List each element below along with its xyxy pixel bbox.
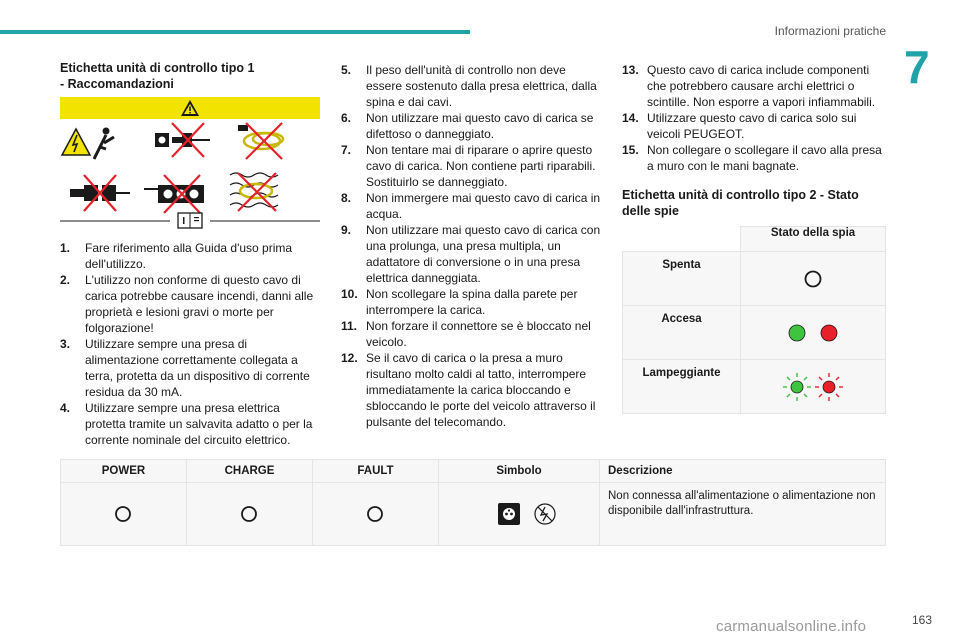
column-header: CHARGE [187, 460, 313, 483]
row-description: Non connessa all'alimentazione o alimentazione non disponibile dall'infrastruttura. [600, 483, 886, 546]
list-item: 10. Non scollegare la spina dalla parete per interrompere la carica. [341, 287, 578, 317]
multi-socket-crossed-icon [144, 175, 204, 213]
electric-shock-icon [62, 128, 114, 160]
col3-list [622, 62, 886, 174]
no-power-symbol-icon [535, 504, 555, 524]
list-item: 3. Utilizzare sempre una presa di alimentazione correttamente collegata a terra, protetta da un dispositivo di corrente residua da 30 mA. [60, 337, 310, 399]
column-header: Descrizione [600, 460, 886, 483]
fault-led-off-icon [313, 499, 438, 529]
list-item: 1. Fare riferimento alla Guida d'uso prima dell'utilizzo. [60, 241, 293, 271]
led-blinking-icons [741, 364, 885, 410]
pictograms [60, 119, 320, 229]
warning-strip [60, 97, 320, 119]
list-item: 5. Il peso dell'unità di controllo non deve essere sostenuto dalla presa elettrica, dalla spina e dai cavi. [341, 63, 597, 109]
chapter-number: 7 [904, 41, 930, 93]
charge-led-off-icon [187, 499, 312, 529]
list-item: 12. Se il cavo di carica o la presa a muro risultano molto caldi al tatto, interrompere immediatamente la carica bloccando e sbloccando le porte del veicolo attraverso il pulsante del telecomando. [341, 351, 596, 429]
extension-plug-crossed-icon [70, 175, 130, 211]
page-number: 163 [912, 613, 933, 627]
list-item: 8. Non immergere mai questo cavo di carica in acqua. [341, 191, 601, 221]
coiled-cable-crossed-icon [238, 123, 283, 159]
green-led-icon [789, 325, 805, 341]
col1-heading: Etichetta unità di controllo tipo 1 - Raccomandazioni [60, 61, 255, 91]
status-row-label: Accesa [623, 306, 741, 360]
green-blinking-led-icon [783, 373, 811, 401]
col3-heading: Etichetta unità di controllo tipo 2 - Stato delle spie [622, 188, 859, 218]
list-item: 2. L'utilizzo non conforme di questo cavo di carica potrebbe causare incendi, danni alle proprietà e lesioni gravi o morte per folgorazione! [60, 273, 314, 335]
manual-book-icon [60, 213, 320, 228]
led-status-table [622, 226, 886, 414]
led-off-icon [741, 256, 885, 302]
warning-label-illustration [60, 97, 320, 229]
section-title: Informazioni pratiche [774, 24, 886, 38]
table-row [61, 483, 886, 546]
list-item: 4. Utilizzare sempre una presa elettrica protetta tramite un salvavita adatto o per la corrente nominale del circuito elettrico. [60, 401, 313, 447]
power-led-off-icon [61, 499, 186, 529]
red-blinking-led-icon [815, 373, 843, 401]
column-header: Simbolo [439, 460, 600, 483]
red-led-icon [821, 325, 837, 341]
wall-socket-plug-crossed-icon [155, 123, 210, 157]
list-item: 6. Non utilizzare mai questo cavo di carica se difettoso o danneggiato. [341, 111, 594, 141]
socket-symbol-icon [498, 503, 520, 525]
header-accent-bar [0, 30, 470, 34]
led-combination-table [60, 459, 886, 546]
col2-list [341, 62, 603, 430]
list-item: 9. Non utilizzare mai questo cavo di carica con una prolunga, una presa multipla, un adattatore di conversione o in una presa elettrica danneggiata. [341, 223, 601, 285]
status-row-label: Lampeggiante [623, 360, 741, 414]
list-item: 15. Non collegare o scollegare il cavo alla presa a muro con le mani bagnate. [622, 143, 882, 173]
warning-triangle-icon [60, 97, 320, 119]
watermark: carmanualsonline.info [716, 618, 867, 635]
list-item: 7. Non tentare mai di riparare o aprire questo cavo di carica. Non contiene parti riparabili. Sostituirlo se danneggiato. [341, 143, 596, 189]
list-item: 14. Utilizzare questo cavo di carica solo sui veicoli PEUGEOT. [622, 111, 857, 141]
list-item: 11. Non forzare il connettore se è bloccato nel veicolo. [341, 319, 591, 349]
empty-header-cell [623, 227, 741, 252]
status-header: Stato della spia [741, 227, 886, 252]
water-immersion-crossed-icon [230, 173, 278, 211]
col1-list [60, 240, 318, 448]
led-on-icons [741, 310, 885, 356]
list-item: 13. Questo cavo di carica include componenti che potrebbero causare archi elettrici o scintille. Non esporre a vapori infiammabili. [622, 63, 876, 109]
column-header: FAULT [313, 460, 439, 483]
status-row-label: Spenta [623, 252, 741, 306]
column-header: POWER [61, 460, 187, 483]
